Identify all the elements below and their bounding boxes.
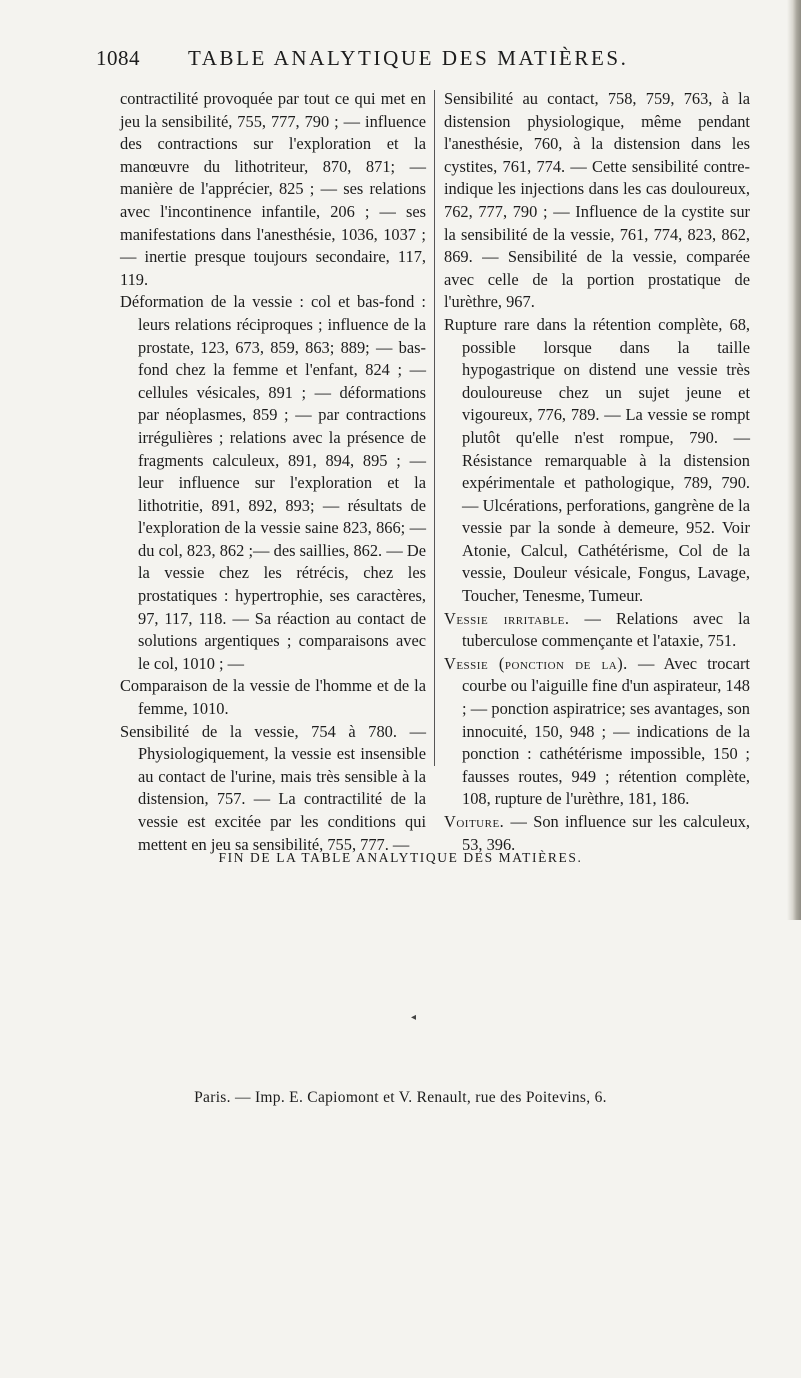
entry-text: Comparaison de la vessie de l'homme et de la femme, 1010.	[120, 676, 426, 719]
right-column	[444, 88, 750, 856]
entry-text: Rupture rare dans la rétention complète, 68, possible lorsque dans la taille hypogastrique on distend une vessie très douloureuse chez un sujet jeune et vigoureux, 776, 789. — La vessie se rompt plutôt qu'elle n'est rompue, 790. — Résistance remarquable à la distension expérimentale et pathologique, 789, 790. — Ulcérations, perforations, gangrène de la vessie par la sonde à demeure, 952. Voir Atonie, Calcul, Cathétérisme, Col de la vessie, Douleur vésicale, Fongus, Lavage, Toucher, Tenesme, Tumeur.	[444, 314, 750, 606]
index-entry	[120, 675, 426, 720]
index-entry	[120, 291, 426, 675]
index-entry	[444, 608, 750, 653]
printer-mark: ◂	[411, 1012, 417, 1023]
end-note: FIN DE LA TABLE ANALYTIQUE DES MATIÈRES.	[218, 850, 583, 865]
entry-heading: Vessie (ponction de la).	[444, 653, 628, 673]
column-divider	[434, 90, 435, 766]
entry-heading: Voiture.	[444, 812, 505, 831]
page-number: 1084	[96, 46, 140, 70]
running-head: TABLE ANALYTIQUE DES MATIÈRES.	[188, 46, 629, 70]
page-edge-shadow	[787, 0, 801, 920]
index-entry	[120, 721, 426, 857]
index-entry	[444, 88, 750, 314]
entry-text: Sensibilité de la vessie, 754 à 780. — Physiologiquement, la vessie est insensible au contact de l'urine, mais très sensible à la distension, 757. — La contractilité de la vessie est excitée par les conditions qui mettent en jeu sa sensibilité, 755, 777. —	[120, 721, 426, 854]
index-entry	[444, 653, 750, 811]
entry-text: contractilité provoquée par tout ce qui met en jeu la sensibilité, 755, 777, 790 ; — influence des contractions sur l'exploration et la manœuvre du lithotriteur, 870, 871; — manière de l'apprécier, 825 ; — ses relations avec l'incontinence infantile, 206 ; — ses manifestations dans l'anesthésie, 1036, 1037 ; — inertie presque toujours secondaire, 117, 119.	[120, 89, 426, 289]
left-column	[120, 88, 426, 856]
entry-text: Sensibilité au contact, 758, 759, 763, à la distension physiologique, même pendant l'anesthésie, 760, à la distension dans les cystites, 761, 774. — Cette sensibilité contre-indique les injections dans les cas douloureux, 762, 777, 790 ; — Influence de la cystite sur la sensibilité de la vessie, 761, 774, 823, 862, 869. — Sensibilité de la vessie, comparée avec celle de la portion prostatique de l'urèthre, 967.	[444, 89, 750, 312]
entry-text: — Son influence sur les calculeux, 53, 396.	[462, 812, 750, 854]
index-entry	[120, 88, 426, 291]
entry-text: Déformation de la vessie : col et bas-fond : leurs relations réciproques ; influence de la prostate, 123, 673, 859, 863; 889; — bas-fond chez la femme et l'enfant, 824 ; — cellules vésicales, 891 ; — déformations par néoplasmes, 859 ; — par contractions irrégulières ; relations avec la présence de fragments calculeux, 891, 894, 895 ; — leur influence sur l'exploration et la lithotritie, 891, 892, 893; — résultats de l'exploration de la vessie saine 823, 866; — du col, 823, 862 ;— des saillies, 862. — De la vessie chez les rétrécis, chez les prostatiques : hypertrophie, ses caractères, 97, 117, 118. — Sa réaction au contact de solutions argentiques ; comparaisons avec le col, 1010 ; —	[120, 292, 426, 673]
entry-heading: Vessie irritable.	[444, 608, 570, 628]
entry-text: — Avec trocart courbe ou l'aiguille fine d'un aspirateur, 148 ; — ponction aspiratrice; ses avantages, son innocuité, 150, 948 ; — indications de la ponction : cathétérisme impossible, 150 ; fausses routes, 949 ; rétention complète, 108, rupture de l'urèthre, 181, 186.	[462, 653, 750, 809]
imprint-line: Paris. — Imp. E. Capiomont et V. Renault, rue des Poitevins, 6.	[194, 1089, 607, 1106]
entry-text: — Relations avec la tuberculose commençante et l'ataxie, 751.	[462, 608, 750, 651]
index-entry	[444, 314, 750, 608]
